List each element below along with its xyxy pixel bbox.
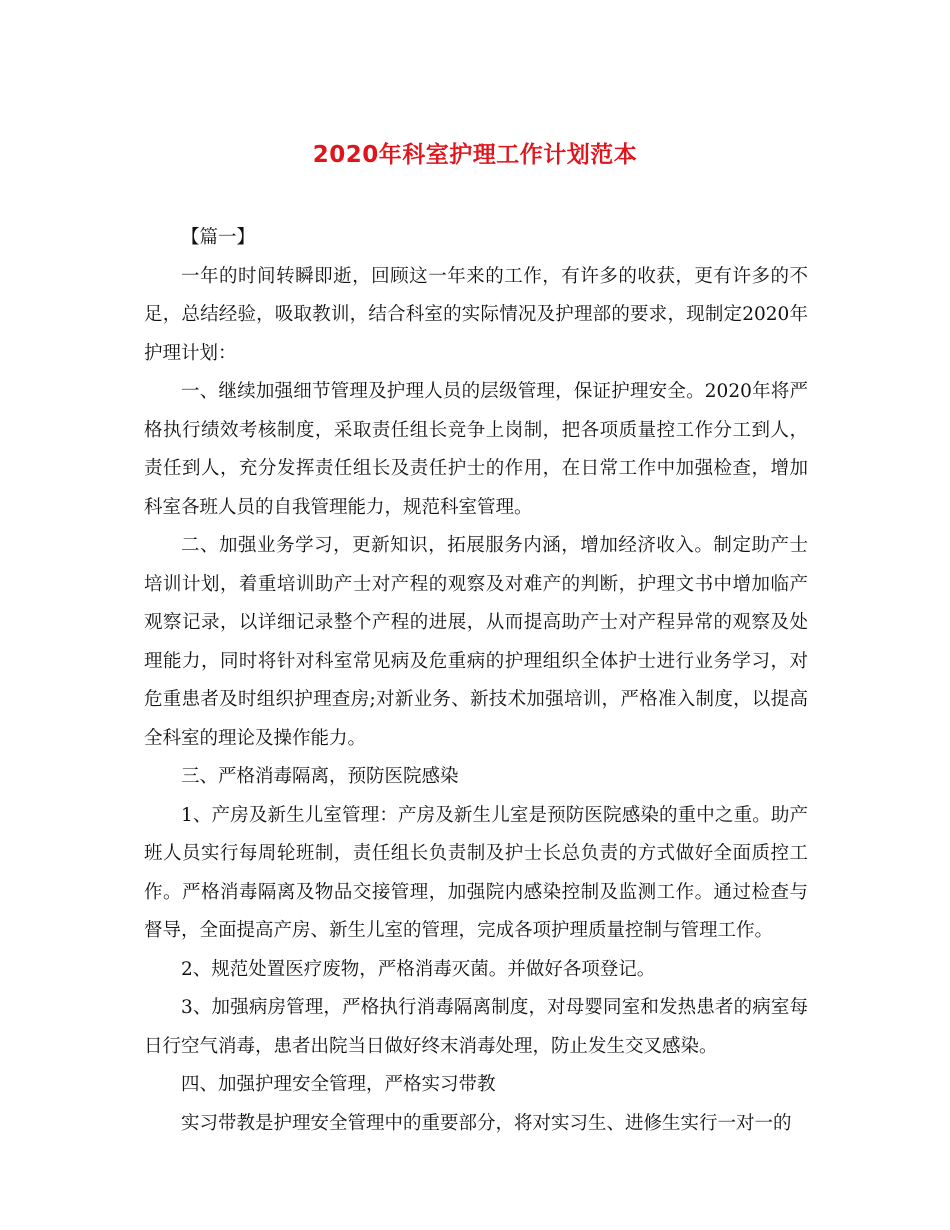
- paragraph: 三、严格消毒隔离，预防医院感染: [181, 766, 459, 787]
- paragraph: 一、继续加强细节管理及护理人员的层级管理，保证护理安全。2020年将严格执行绩效考核制度，采取责任组长竞争上岗制，把各项质量控工作分工到人，责任到人，充分发挥责任组长及责任护士的作用，在日常工作中加强检查，增加科室各班人员的自我管理能力，规范科室管理。: [144, 381, 808, 518]
- paragraph: 一年的时间转瞬即逝，回顾这一年来的工作，有许多的收获，更有许多的不足，总结经验，吸取教训，结合科室的实际情况及护理部的要求，现制定2020年护理计划：: [144, 265, 808, 364]
- paragraph: 3、加强病房管理，严格执行消毒隔离制度，对母婴同室和发热患者的病室每日行空气消毒，患者出院当日做好终末消毒处理，防止发生交叉感染。: [144, 997, 808, 1057]
- paragraph: 2、规范处置医疗废物，严格消毒灭菌。并做好各项登记。: [181, 958, 656, 980]
- document-body: [144, 219, 808, 1143]
- paragraph: 1、产房及新生儿室管理：产房及新生儿室是预防医院感染的重中之重。助产班人员实行每周轮班制，责任组长负责制及护士长总负责的方式做好全面质控工作。严格消毒隔离及物品交接管理，加强院内感染控制及监测工作。通过检查与督导，全面提高产房、新生儿室的管理，完成各项护理质量控制与管理工作。: [144, 804, 808, 941]
- paragraph: 实习带教是护理安全管理中的重要部分，将对实习生、进修生实行一对一的: [181, 1112, 792, 1134]
- paragraph: 四、加强护理安全管理，严格实习带教: [181, 1074, 496, 1095]
- section-heading: 【篇一】: [181, 227, 256, 248]
- document-title: 2020年科室护理工作计划范本: [312, 142, 638, 168]
- paragraph: 二、加强业务学习，更新知识，拓展服务内涵，增加经济收入。制定助产士培训计划，着重培训助产士对产程的观察及对难产的判断，护理文书中增加临产观察记录，以详细记录整个产程的进展，从而提高助产士对产程异常的观察及处理能力，同时将针对科室常见病及危重病的护理组织全体护士进行业务学习，对危重患者及时组织护理查房;对新业务、新技术加强培训，严格准入制度，以提高全科室的理论及操作能力。: [144, 535, 808, 749]
